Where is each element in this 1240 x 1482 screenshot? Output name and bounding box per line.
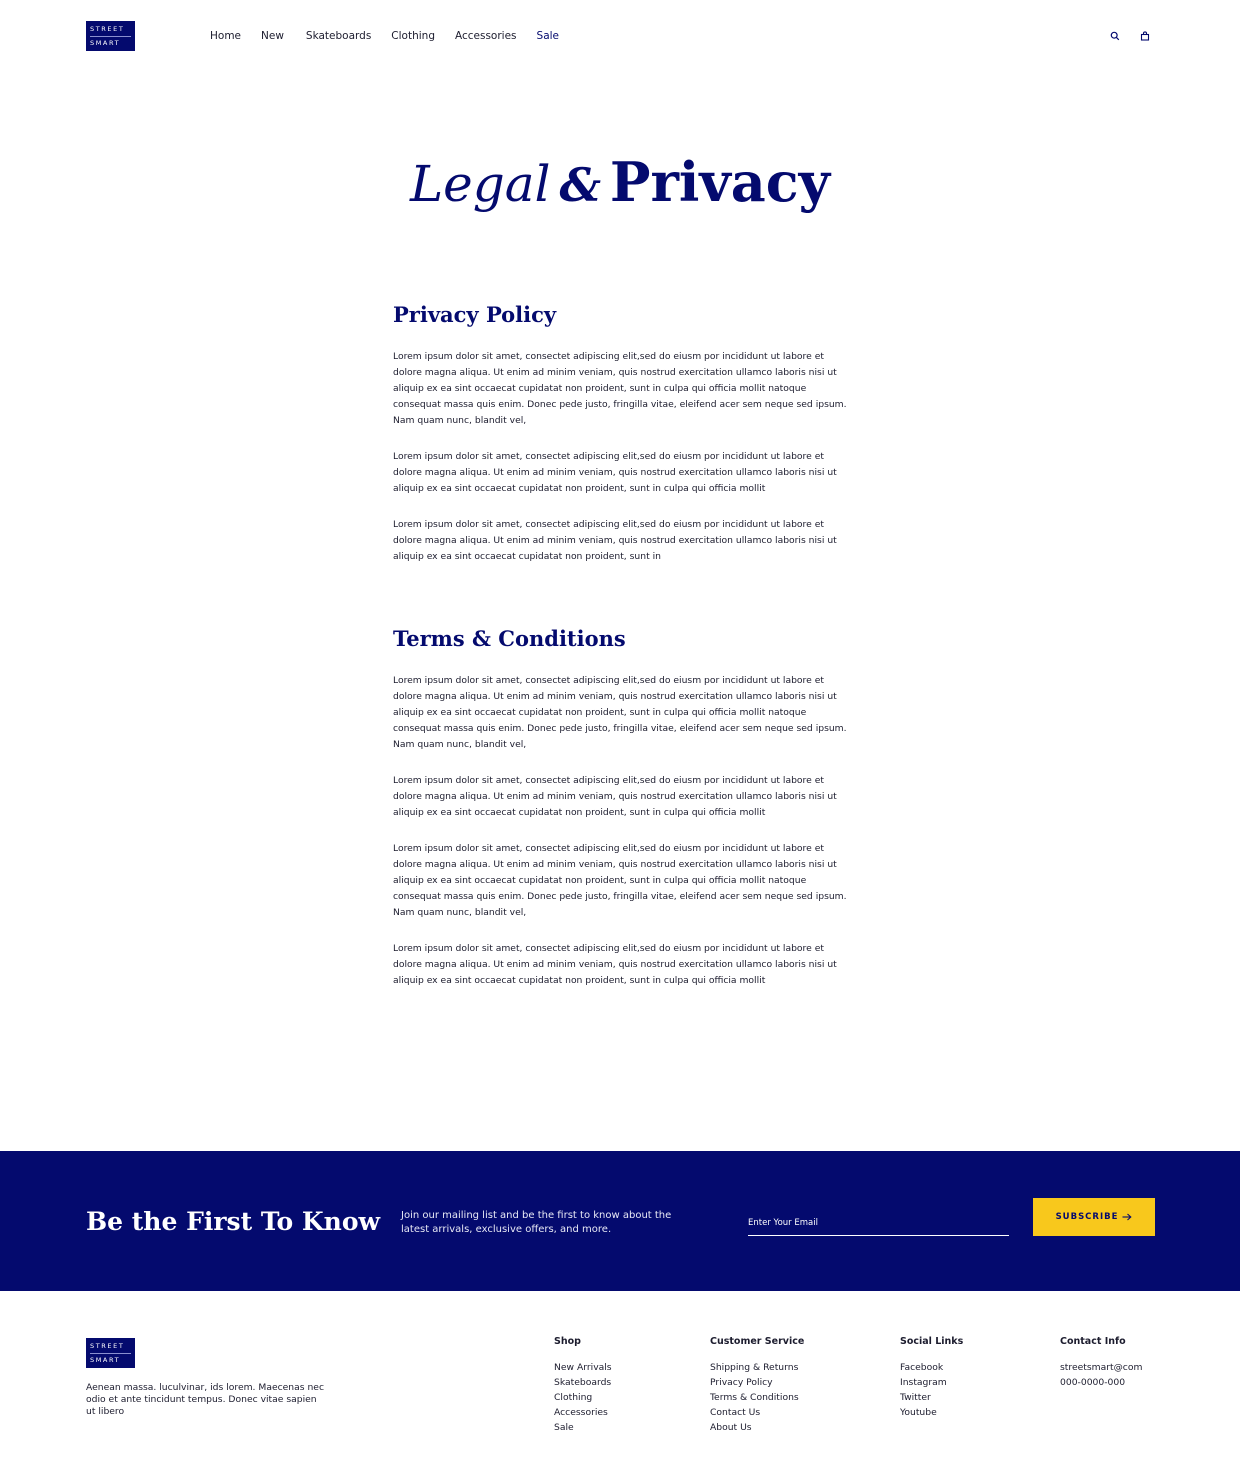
footer-description: Aenean massa. luculvinar, ids lorem. Maecenas nec odio et ante tincidunt tempus. Donec vitae sapien ut libero xyxy=(86,1382,324,1418)
footer-link-shipping-returns[interactable]: Shipping & Returns xyxy=(710,1362,799,1373)
footer-link-clothing[interactable]: Clothing xyxy=(554,1392,593,1404)
logo-rule xyxy=(90,36,131,37)
footer-column-title: Customer Service xyxy=(710,1336,805,1347)
logo-line-1: STREET xyxy=(90,25,125,33)
footer-link-about-us[interactable]: About Us xyxy=(710,1422,752,1434)
nav-home[interactable]: Home xyxy=(210,30,242,42)
bag-icon[interactable] xyxy=(1140,31,1150,41)
terms-paragraph-4: Lorem ipsum dolor sit amet, consectet adipiscing elit,sed do eiusm por incididunt ut labore et dolore magna aliqua. Ut enim ad minim veniam, quis nostrud exercitation ullamco laboris nisi ut aliquip ex ea sint occaecat cupidatat non proident, sunt in culpa qui officia mollit xyxy=(393,943,837,987)
footer-column-customer-service xyxy=(710,1336,804,1435)
footer-column-shop xyxy=(554,1336,612,1435)
subscribe-button-label: SUBSCRIBE xyxy=(1055,1212,1119,1222)
footer-logo-line-1: STREET xyxy=(90,1342,125,1350)
arrow-right-icon xyxy=(1122,1213,1132,1221)
page-title-ampersand: & xyxy=(559,158,601,212)
privacy-paragraph-3: Lorem ipsum dolor sit amet, consectet adipiscing elit,sed do eiusm por incididunt ut labore et dolore magna aliqua. Ut enim ad minim veniam, quis nostrud exercitation ullamco laboris nisi ut aliquip ex ea sint occaecat cupidatat non proident, sunt in xyxy=(393,519,837,563)
footer-link-contact-us[interactable]: Contact Us xyxy=(710,1407,761,1419)
footer-contact-email[interactable]: streetsmart@com xyxy=(1060,1362,1143,1373)
footer-contact-phone: 000-0000-000 xyxy=(1060,1377,1126,1389)
nav-accessories[interactable]: Accessories xyxy=(454,30,517,42)
footer-link-youtube[interactable]: Youtube xyxy=(900,1407,937,1419)
subscribe-button[interactable] xyxy=(1033,1198,1155,1236)
terms-paragraph-2: Lorem ipsum dolor sit amet, consectet adipiscing elit,sed do eiusm por incididunt ut labore et dolore magna aliqua. Ut enim ad minim veniam, quis nostrud exercitation ullamco laboris nisi ut aliquip ex ea sint occaecat cupidatat non proident, sunt in culpa qui officia mollit xyxy=(393,775,837,819)
terms-paragraph-3: Lorem ipsum dolor sit amet, consectet adipiscing elit,sed do eiusm por incididunt ut labore et dolore magna aliqua. Ut enim ad minim veniam, quis nostrud exercitation ullamco laboris nisi ut aliquip ex ea sint occaecat cupidatat non proident, sunt in culpa qui officia mollit natoque consequat massa quis enim. Donec pede justo, fringilla vitae, eleifend acer sem neque sed ipsum. Nam quam nunc, blandit vel, xyxy=(393,843,847,919)
footer-column-social xyxy=(900,1336,963,1420)
page-title-light: Legal xyxy=(409,155,551,213)
footer-logo-rule xyxy=(90,1353,131,1354)
footer-link-privacy-policy[interactable]: Privacy Policy xyxy=(710,1377,773,1389)
nav-sale[interactable]: Sale xyxy=(536,30,560,42)
footer-link-new-arrivals[interactable]: New Arrivals xyxy=(554,1362,612,1373)
newsletter-text: Join our mailing list and be the first to know about the latest arrivals, exclusive offers, and more. xyxy=(401,1210,672,1235)
nav-clothing[interactable]: Clothing xyxy=(391,30,435,42)
newsletter-email-input[interactable] xyxy=(748,1210,1009,1236)
footer-logo[interactable] xyxy=(86,1338,135,1368)
footer-link-skateboards[interactable]: Skateboards xyxy=(554,1377,612,1389)
footer-logo-line-2: SMART xyxy=(90,1355,121,1364)
footer-link-sale[interactable]: Sale xyxy=(554,1422,574,1434)
header-logo[interactable] xyxy=(86,21,135,51)
footer-link-facebook[interactable]: Facebook xyxy=(900,1362,944,1373)
footer-column-contact xyxy=(1060,1336,1142,1390)
footer-column-title: Shop xyxy=(554,1336,581,1347)
terms-paragraph-1: Lorem ipsum dolor sit amet, consectet adipiscing elit,sed do eiusm por incididunt ut labore et dolore magna aliqua. Ut enim ad minim veniam, quis nostrud exercitation ullamco laboris nisi ut aliquip ex ea sint occaecat cupidatat non proident, sunt in culpa qui officia mollit natoque consequat massa quis enim. Donec pede justo, fringilla vitae, eleifend acer sem neque sed ipsum. Nam quam nunc, blandit vel, xyxy=(393,675,847,751)
newsletter-title: Be the First To Know xyxy=(86,1207,381,1236)
logo-line-2: SMART xyxy=(90,38,121,47)
footer-link-twitter[interactable]: Twitter xyxy=(900,1392,931,1404)
privacy-policy-heading: Privacy Policy xyxy=(393,302,557,327)
nav-new[interactable]: New xyxy=(261,30,284,42)
page-title-bold: Privacy xyxy=(609,150,831,214)
page-title xyxy=(0,150,1240,214)
privacy-paragraph-1: Lorem ipsum dolor sit amet, consectet adipiscing elit,sed do eiusm por incididunt ut labore et dolore magna aliqua. Ut enim ad minim veniam, quis nostrud exercitation ullamco laboris nisi ut aliquip ex ea sint occaecat cupidatat non proident, sunt in culpa qui officia mollit natoque consequat massa quis enim. Donec pede justo, fringilla vitae, eleifend acer sem neque sed ipsum. Nam quam nunc, blandit vel, xyxy=(393,351,847,427)
main-nav xyxy=(210,30,559,42)
nav-skateboards[interactable]: Skateboards xyxy=(305,30,372,42)
footer-link-terms-conditions[interactable]: Terms & Conditions xyxy=(710,1392,799,1404)
footer-column-title: Social Links xyxy=(900,1336,964,1347)
footer-link-instagram[interactable]: Instagram xyxy=(900,1377,947,1389)
terms-heading: Terms & Conditions xyxy=(393,626,626,651)
newsletter-section xyxy=(0,1151,1240,1291)
header-icons xyxy=(1110,31,1150,41)
footer-column-title: Contact Info xyxy=(1060,1336,1126,1347)
search-icon[interactable] xyxy=(1110,31,1120,41)
footer-link-accessories[interactable]: Accessories xyxy=(554,1407,608,1419)
privacy-paragraph-2: Lorem ipsum dolor sit amet, consectet adipiscing elit,sed do eiusm por incididunt ut labore et dolore magna aliqua. Ut enim ad minim veniam, quis nostrud exercitation ullamco laboris nisi ut aliquip ex ea sint occaecat cupidatat non proident, sunt in culpa qui officia mollit xyxy=(393,451,837,495)
